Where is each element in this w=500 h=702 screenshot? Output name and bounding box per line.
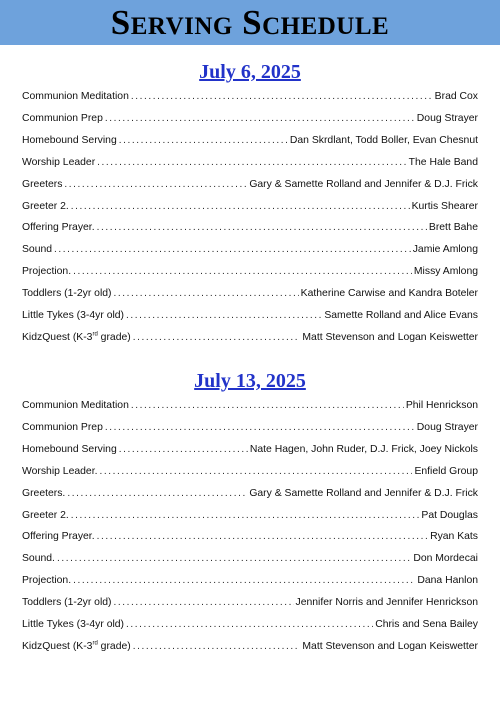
dot-leader bbox=[131, 399, 404, 413]
role-text: Little Tykes (3-4yr old) bbox=[22, 310, 125, 321]
role-label bbox=[22, 574, 71, 588]
role-label bbox=[22, 640, 131, 654]
page-title: Serving Schedule bbox=[110, 3, 390, 42]
dot-leader bbox=[126, 309, 322, 323]
schedule-row bbox=[22, 550, 478, 566]
role-text: Toddlers (1-2yr old) bbox=[22, 288, 112, 300]
role-label bbox=[22, 618, 124, 632]
dot-leader bbox=[131, 90, 433, 104]
role-label bbox=[22, 287, 112, 301]
dot-leader bbox=[67, 487, 247, 501]
role-text: Greeters. bbox=[22, 487, 66, 499]
volunteer-names: The Hale Band bbox=[408, 156, 478, 168]
volunteer-names: Doug Strayer bbox=[416, 421, 478, 433]
schedule-row bbox=[22, 638, 478, 654]
role-label bbox=[22, 596, 112, 610]
schedule-row bbox=[22, 485, 478, 501]
schedule-row bbox=[22, 329, 478, 345]
volunteer-names: Pat Douglas bbox=[421, 509, 478, 521]
schedule-row bbox=[22, 198, 478, 214]
role-label bbox=[22, 156, 95, 170]
schedule-row bbox=[22, 572, 478, 588]
volunteer-names: Gary & Samette Rolland and Jennifer & D.J. Frick bbox=[249, 178, 478, 190]
schedule-row bbox=[22, 463, 478, 479]
role-tail: grade) bbox=[97, 331, 131, 343]
role-text: Offering Prayer. bbox=[22, 222, 95, 234]
role-text: Homebound Serving bbox=[22, 443, 117, 455]
schedule-row bbox=[22, 132, 478, 148]
schedule-row bbox=[22, 507, 478, 523]
schedule-section-1 bbox=[0, 60, 500, 343]
role-label bbox=[22, 331, 131, 345]
volunteer-names: Samette Rolland and Alice Evans bbox=[324, 310, 478, 321]
schedule-row bbox=[22, 419, 478, 435]
dot-leader bbox=[105, 421, 415, 435]
schedule-row bbox=[22, 176, 478, 192]
dot-leader bbox=[54, 243, 411, 257]
role-label bbox=[22, 421, 103, 435]
dot-leader bbox=[119, 134, 288, 148]
dot-leader bbox=[97, 530, 428, 544]
role-text: Homebound Serving bbox=[22, 134, 117, 146]
dot-leader bbox=[71, 200, 410, 214]
dot-leader bbox=[119, 443, 248, 457]
volunteer-names: Enfield Group bbox=[414, 465, 478, 477]
dot-leader bbox=[73, 265, 412, 279]
volunteer-names: Kurtis Shearer bbox=[411, 200, 478, 212]
volunteer-names: Gary & Samette Rolland and Jennifer & D.J. Frick bbox=[249, 487, 478, 499]
role-label bbox=[22, 530, 95, 544]
volunteer-names: Jennifer Norris and Jennifer Henrickson bbox=[295, 597, 478, 609]
role-label bbox=[22, 178, 62, 192]
schedule-date[interactable] bbox=[0, 60, 500, 84]
role-text: Communion Meditation bbox=[22, 400, 129, 411]
role-tail: grade) bbox=[97, 640, 131, 652]
volunteer-names: Don Mordecai bbox=[413, 553, 478, 565]
role-label bbox=[22, 465, 97, 479]
date-link[interactable]: July 13, 2025 bbox=[194, 370, 306, 392]
dot-leader bbox=[126, 618, 373, 632]
role-text: Projection. bbox=[22, 266, 72, 278]
role-text: Sound. bbox=[22, 553, 55, 565]
dot-leader bbox=[73, 574, 415, 588]
role-text: Communion Prep bbox=[22, 112, 103, 124]
volunteer-names: Ryan Kats bbox=[430, 531, 478, 543]
dot-leader bbox=[133, 640, 301, 654]
schedule-row bbox=[22, 528, 478, 544]
role-label bbox=[22, 443, 117, 457]
role-label bbox=[22, 200, 69, 214]
schedule-row bbox=[22, 263, 478, 279]
schedule-section-2 bbox=[0, 369, 500, 652]
schedule-row bbox=[22, 397, 478, 413]
role-text: Communion Prep bbox=[22, 421, 103, 433]
dot-leader bbox=[64, 178, 247, 192]
dot-leader bbox=[105, 112, 415, 126]
dot-leader bbox=[114, 287, 299, 301]
schedule-row bbox=[22, 616, 478, 632]
volunteer-names: Dan Skrdlant, Todd Boller, Evan Chesnut bbox=[289, 134, 478, 146]
dot-leader bbox=[57, 552, 411, 566]
role-label bbox=[22, 243, 52, 257]
schedule-row bbox=[22, 285, 478, 301]
schedule-row bbox=[22, 441, 478, 457]
schedule-date[interactable] bbox=[0, 369, 500, 393]
volunteer-names: Chris and Sena Bailey bbox=[375, 619, 478, 630]
role-text: Communion Meditation bbox=[22, 91, 129, 102]
schedule-row bbox=[22, 154, 478, 170]
volunteer-names: Matt Stevenson and Logan Keiswetter bbox=[302, 331, 478, 343]
role-text: Greeter 2. bbox=[22, 509, 69, 521]
role-text: Worship Leader bbox=[22, 156, 96, 168]
volunteer-names: Phil Henrickson bbox=[405, 400, 478, 411]
role-label bbox=[22, 552, 55, 566]
schedule-row bbox=[22, 307, 478, 323]
dot-leader bbox=[133, 331, 301, 345]
role-label bbox=[22, 399, 129, 413]
title-banner bbox=[0, 0, 500, 45]
role-text: Worship Leader. bbox=[22, 465, 98, 477]
volunteer-names: Nate Hagen, John Ruder, D.J. Frick, Joey Nickols bbox=[249, 443, 478, 455]
volunteer-names: Katherine Carwise and Kandra Boteler bbox=[300, 288, 478, 300]
date-link[interactable]: July 6, 2025 bbox=[199, 61, 301, 83]
volunteer-names: Matt Stevenson and Logan Keiswetter bbox=[302, 640, 478, 652]
schedule-row bbox=[22, 110, 478, 126]
role-label bbox=[22, 509, 69, 523]
role-text: Greeter 2. bbox=[22, 200, 69, 212]
role-label bbox=[22, 112, 103, 126]
dot-leader bbox=[99, 465, 412, 479]
volunteer-names: Jamie Amlong bbox=[412, 244, 478, 256]
volunteer-names: Brett Bahe bbox=[428, 222, 478, 234]
role-superscript: rd bbox=[92, 331, 98, 338]
role-text: Toddlers (1-2yr old) bbox=[22, 597, 112, 609]
volunteer-names: Dana Hanlon bbox=[417, 575, 478, 587]
role-text: Offering Prayer. bbox=[22, 531, 95, 543]
dot-leader bbox=[97, 156, 407, 170]
dot-leader bbox=[97, 221, 427, 235]
schedule-row bbox=[22, 241, 478, 257]
role-label bbox=[22, 221, 95, 235]
schedule-row bbox=[22, 219, 478, 235]
role-text: KidzQuest (K-3 bbox=[22, 331, 93, 343]
role-text: Little Tykes (3-4yr old) bbox=[22, 619, 125, 630]
role-text: KidzQuest (K-3 bbox=[22, 640, 93, 652]
role-label bbox=[22, 309, 124, 323]
role-label bbox=[22, 265, 71, 279]
volunteer-names: Doug Strayer bbox=[416, 112, 478, 124]
dot-leader bbox=[71, 509, 420, 523]
role-text: Projection. bbox=[22, 575, 72, 587]
volunteer-names: Brad Cox bbox=[434, 91, 478, 102]
role-label bbox=[22, 487, 65, 501]
schedule-row bbox=[22, 88, 478, 104]
volunteer-names: Missy Amlong bbox=[413, 266, 478, 278]
role-label bbox=[22, 90, 129, 104]
dot-leader bbox=[114, 596, 294, 610]
role-text: Greeters bbox=[22, 178, 63, 190]
role-text: Sound bbox=[22, 244, 53, 256]
role-label bbox=[22, 134, 117, 148]
schedule-row bbox=[22, 594, 478, 610]
role-superscript: rd bbox=[92, 640, 98, 647]
